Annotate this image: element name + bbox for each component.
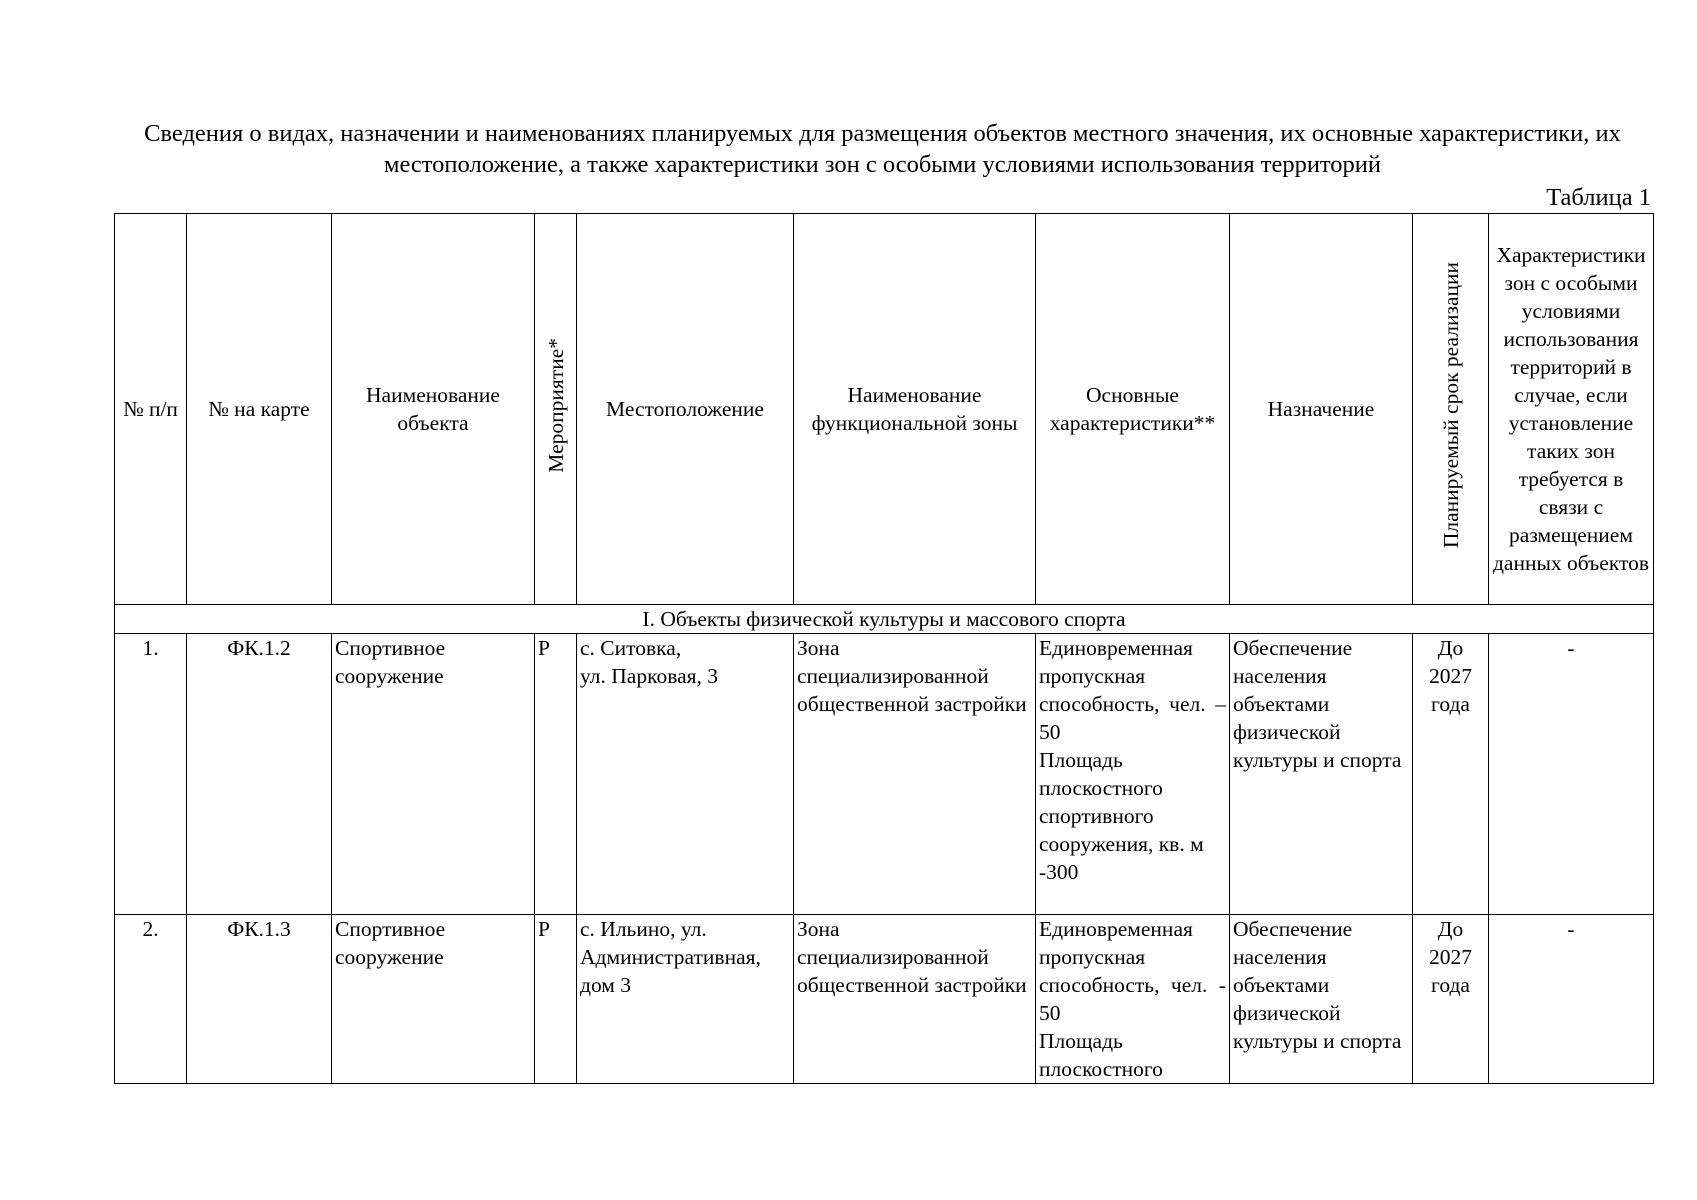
cell-measure: Р [535,634,577,915]
cell-object-name: Спортивное сооружение [332,915,535,1084]
cell-zones: - [1489,915,1654,1084]
header-zones: Характеристики зон с особыми условиями использования территорий в случае, если установление таких зон требуется в связи с размещением данных объектов [1489,214,1654,605]
section-title: I. Объекты физической культуры и массового спорта [115,605,1654,634]
header-zone-name: Наименование функциональной зоны [794,214,1036,605]
cell-characteristics [1036,915,1230,1084]
cell-num: 1. [115,634,187,915]
cell-characteristics [1036,634,1230,915]
cell-measure: Р [535,915,577,1084]
header-row [115,214,1654,605]
cell-location [577,915,794,1084]
header-num: № п/п [115,214,187,605]
cell-zone-name: Зона специализированной общественной застройки [794,634,1036,915]
cell-num: 2. [115,915,187,1084]
location-text: с. Ильино, ул. Административная, дом 3 [580,917,761,997]
cell-map-num: ФК.1.2 [187,634,332,915]
cell-object-name: Спортивное сооружение [332,634,535,915]
objects-table [114,213,1654,1084]
header-map-num: № на карте [187,214,332,605]
header-object-name: Наименование объекта [332,214,535,605]
cell-purpose: Обеспечение населения объектами физической культуры и спорта [1230,915,1413,1084]
cell-zone-name: Зона специализированной общественной застройки [794,915,1036,1084]
cell-location [577,634,794,915]
section-row [115,605,1654,634]
header-term-text: Планируемый срок реализации [1438,262,1463,549]
cell-term: До 2027 года [1413,915,1489,1084]
cell-term: До 2027 года [1413,634,1489,915]
characteristics-text: Единовременная пропускная способность, чел. - 50 Площадь плоскостного [1039,917,1226,1081]
table-label: Таблица 1 [1546,184,1651,211]
header-purpose: Назначение [1230,214,1413,605]
header-measure [535,214,577,605]
table-row [115,915,1654,1084]
cell-map-num: ФК.1.3 [187,915,332,1084]
cell-zones: - [1489,634,1654,915]
location-text: с. Ситовка, ул. Парковая, 3 [580,636,719,688]
header-characteristics: Основные характеристики** [1036,214,1230,605]
cell-purpose: Обеспечение населения объектами физической культуры и спорта [1230,634,1413,915]
header-measure-text: Мероприятие* [543,338,568,473]
characteristics-text: Единовременная пропускная способность, чел. – 50 Площадь плоскостного спортивного сооружения, кв. м -300 [1039,636,1226,884]
header-term [1413,214,1489,605]
document-title: Сведения о видах, назначении и наименованиях планируемых для размещения объектов местного значения, их основные характеристики, их местоположение, а также характеристики зон с особыми условиями использования территорий [144,120,1621,178]
header-location: Местоположение [577,214,794,605]
table-row [115,634,1654,915]
